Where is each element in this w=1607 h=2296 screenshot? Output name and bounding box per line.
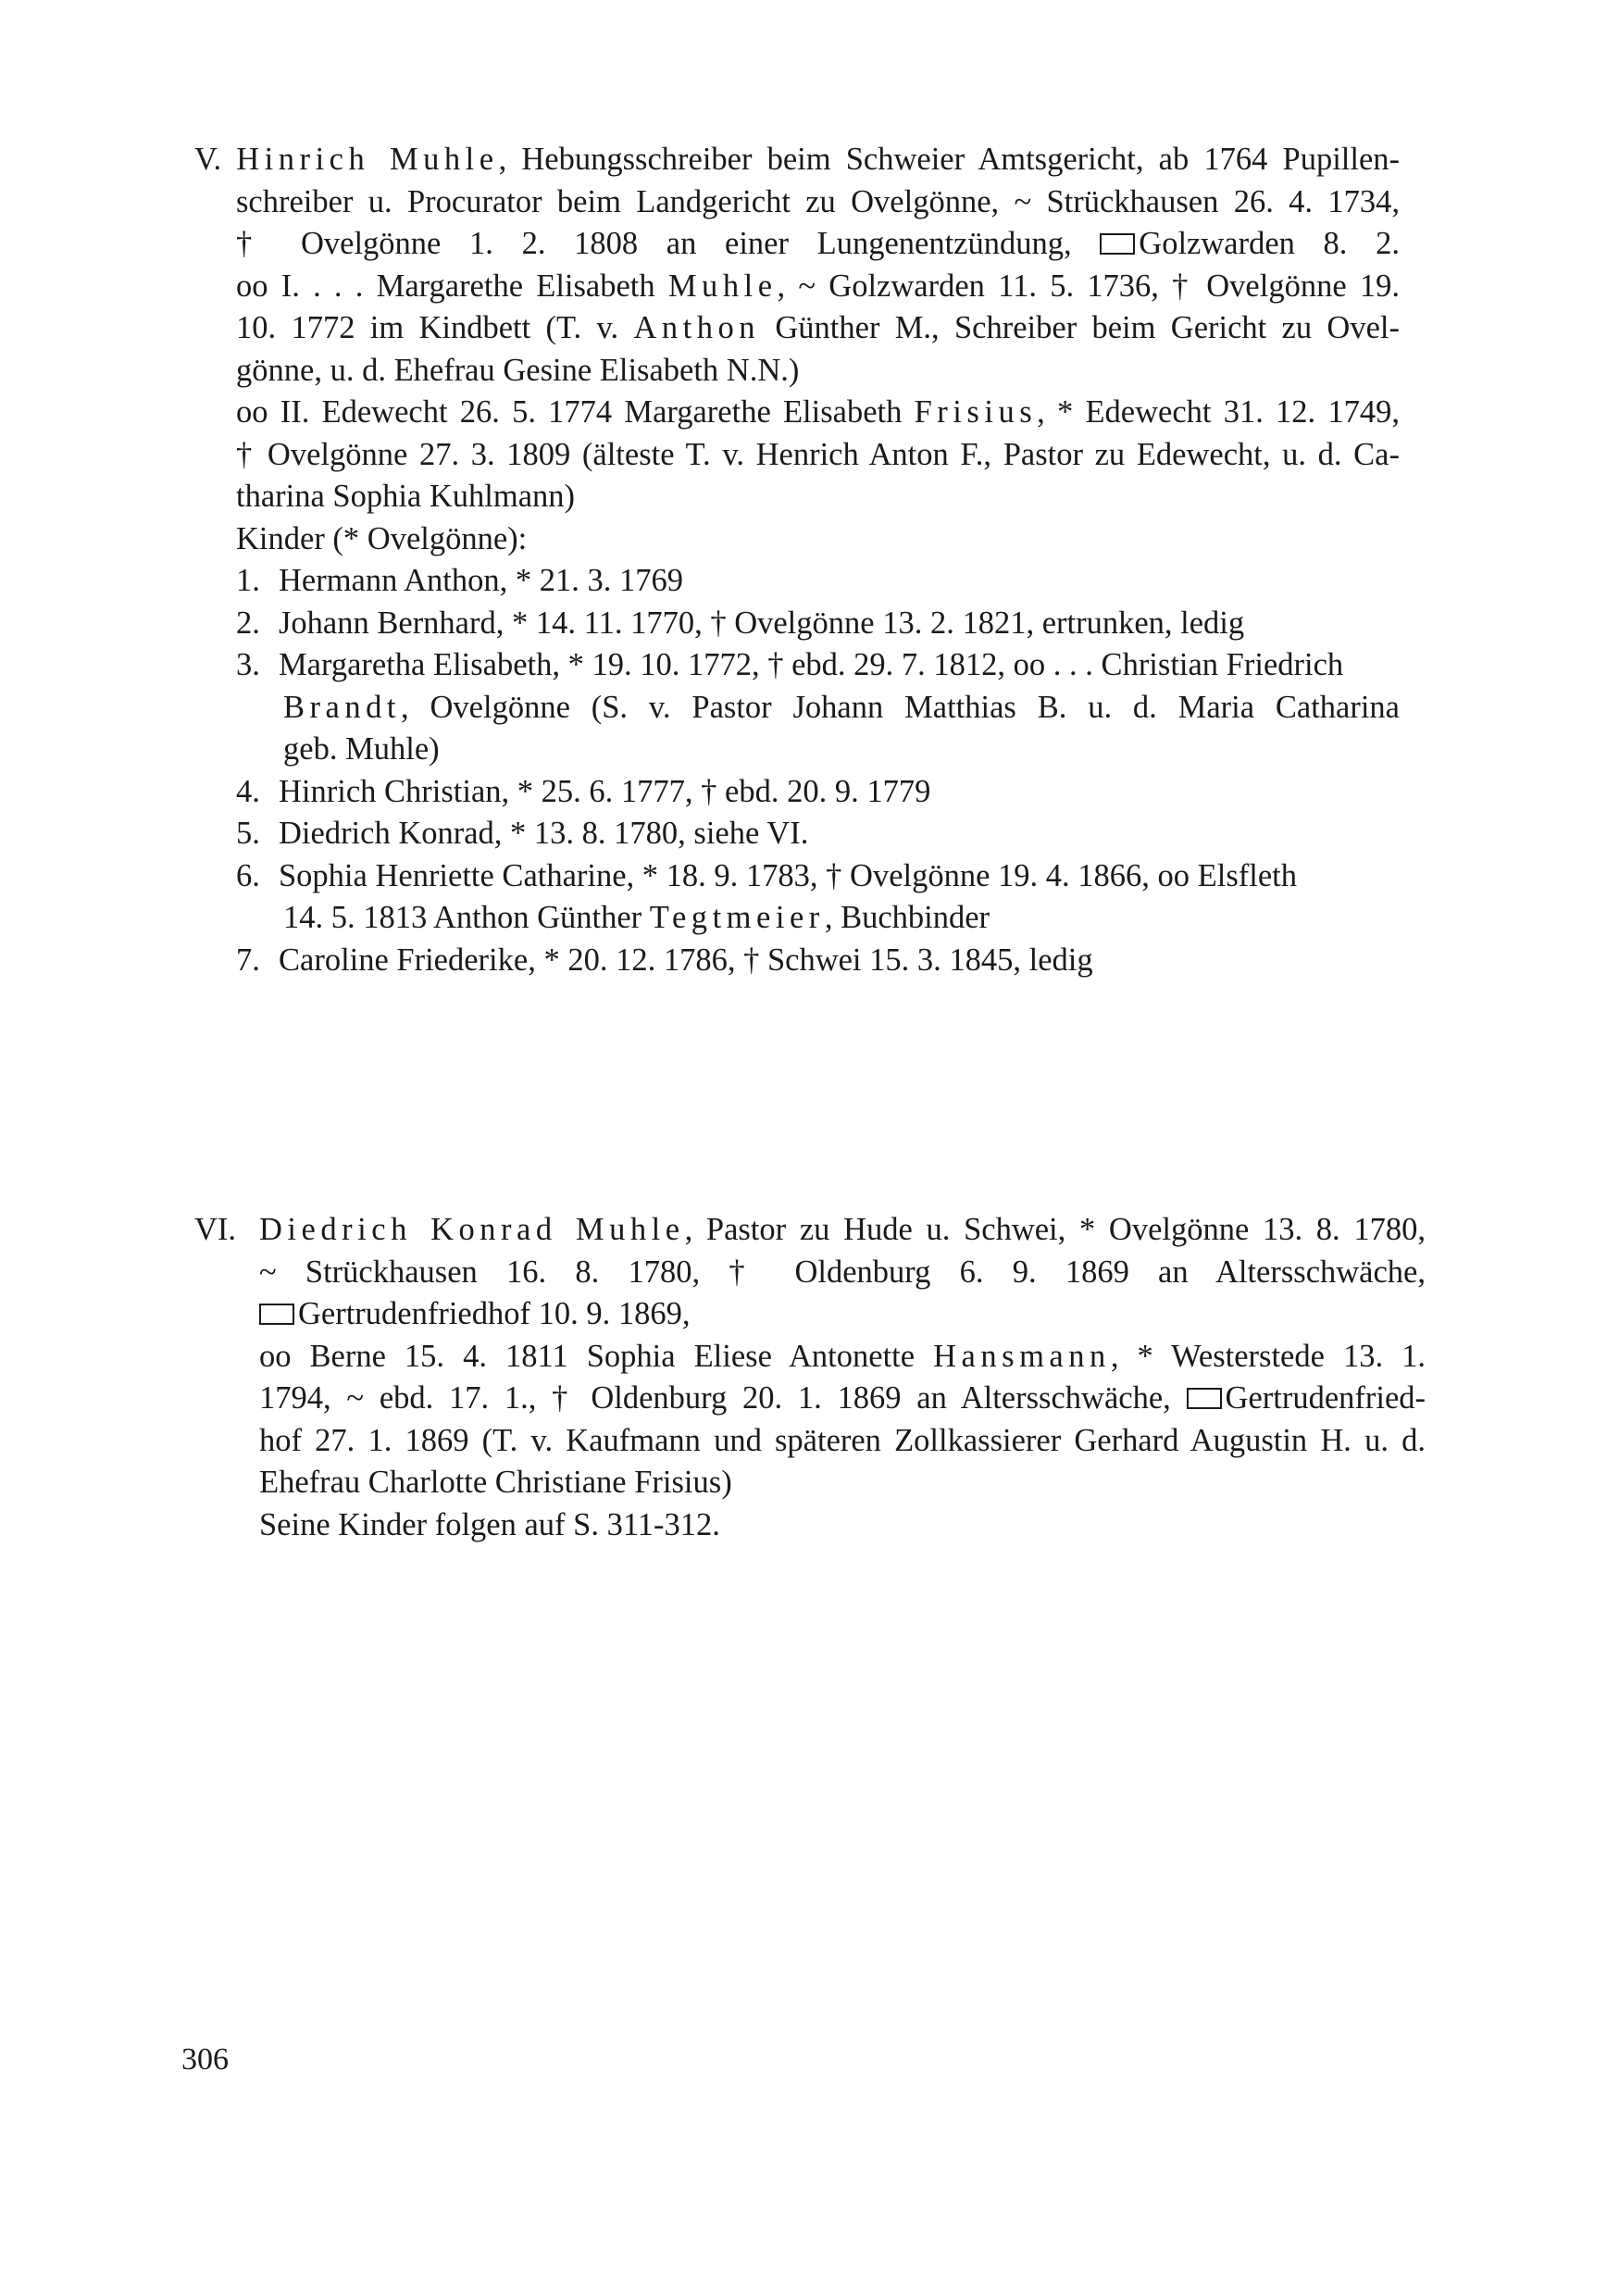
entry-vi-person-name: Diedrich Konrad Muhle xyxy=(259,1212,685,1247)
entry-vi-line-1: VI. Diedrich Konrad Muhle, Pastor zu Hude u. Schwei, * Ovelgönne 13. 8. 1780, xyxy=(194,1209,1426,1252)
entry-vi-line-8: Seine Kinder folgen auf S. 311-312. xyxy=(259,1506,720,1542)
entry-v-line-7: oo II. Edewecht 26. 5. 1774 Margarethe Elisabeth Frisius, * Edewecht 31. 12. 1749, xyxy=(236,394,1400,430)
child-4: 4. Hinrich Christian, * 25. 6. 1777, † ebd. 20. 9. 1779 xyxy=(236,773,931,809)
entry-vi-numeral: VI. xyxy=(194,1212,237,1247)
entry-v-line-9: tharina Sophia Kuhlmann) xyxy=(236,479,576,514)
page-number: 306 xyxy=(181,2042,229,2077)
burial-symbol-icon xyxy=(1100,233,1135,255)
entry-vi-line-5: 1794, ~ ebd. 17. 1., † Oldenburg 20. 1. 1869 an Altersschwäche, Gertrudenfried- xyxy=(259,1380,1426,1416)
entry-v xyxy=(194,139,1400,981)
child-3-line-3: geb. Muhle) xyxy=(283,731,440,767)
child-1: 1. Hermann Anthon, * 21. 3. 1769 xyxy=(236,563,683,598)
entry-vi-line-3: Gertrudenfriedhof 10. 9. 1869, xyxy=(194,1293,1426,1336)
entry-vi xyxy=(194,1209,1426,1546)
children-heading: Kinder (* Ovelgönne): xyxy=(236,520,528,556)
child-5: 5. Diedrich Konrad, * 13. 8. 1780, siehe VI. xyxy=(236,816,809,851)
entry-v-line-1: V. Hinrich Muhle, Hebungsschreiber beim Schweier Amtsgericht, ab 1764 Pupillen- xyxy=(194,142,1400,177)
entry-v-line-2: schreiber u. Procurator beim Landgericht zu Ovelgönne, ~ Strückhausen 26. 4. 1734, xyxy=(236,183,1400,219)
entry-v-numeral: V. xyxy=(194,142,222,177)
entry-vi-line-2: ~ Strückhausen 16. 8. 1780, † Oldenburg 6. 9. 1869 an Altersschwäche, xyxy=(259,1254,1426,1290)
child-2: 2. Johann Bernhard, * 14. 11. 1770, † Ovelgönne 13. 2. 1821, ertrunken, ledig xyxy=(236,605,1245,641)
burial-symbol-icon xyxy=(1187,1388,1222,1409)
entry-v-line-5: 10. 1772 im Kindbett (T. v. Anthon Günther M., Schreiber beim Gericht zu Ovel- xyxy=(236,310,1400,345)
burial-symbol-icon xyxy=(259,1304,294,1325)
entry-v-person-name: Hinrich Muhle xyxy=(236,142,499,177)
child-3-line-2: Brandt, Ovelgönne (S. v. Pastor Johann Matthias B. u. d. Maria Catharina xyxy=(283,689,1400,725)
child-3: 3. Margaretha Elisabeth, * 19. 10. 1772, † ebd. 29. 7. 1812, oo . . . Christian Friedrich xyxy=(236,647,1344,682)
entry-vi-line-7: Ehefrau Charlotte Christiane Frisius) xyxy=(259,1465,732,1500)
entry-v-line-6: gönne, u. d. Ehefrau Gesine Elisabeth N.N.) xyxy=(236,352,800,388)
entry-vi-line-6: hof 27. 1. 1869 (T. v. Kaufmann und späteren Zollkassierer Gerhard Augustin H. u. d. xyxy=(259,1422,1426,1458)
entry-v-line-8: † Ovelgönne 27. 3. 1809 (älteste T. v. Henrich Anton F., Pastor zu Edewecht, u. d. Ca- xyxy=(236,436,1400,472)
entry-vi-line-4: oo Berne 15. 4. 1811 Sophia Eliese Antonette Hansmann, * Westerstede 13. 1. xyxy=(259,1338,1426,1374)
child-6: 6. Sophia Henriette Catharine, * 18. 9. 1783, † Ovelgönne 19. 4. 1866, oo Elsfleth xyxy=(236,857,1297,893)
child-6-line-2: 14. 5. 1813 Anthon Günther Tegtmeier, Buchbinder xyxy=(283,900,990,935)
entry-v-line-3: † Ovelgönne 1. 2. 1808 an einer Lungenentzündung, Golzwarden 8. 2. xyxy=(236,226,1400,261)
child-7: 7. Caroline Friederike, * 20. 12. 1786, † Schwei 15. 3. 1845, ledig xyxy=(236,942,1093,978)
entry-v-line-4: oo I. . . . Margarethe Elisabeth Muhle, ~ Golzwarden 11. 5. 1736, † Ovelgönne 19. xyxy=(236,268,1400,304)
